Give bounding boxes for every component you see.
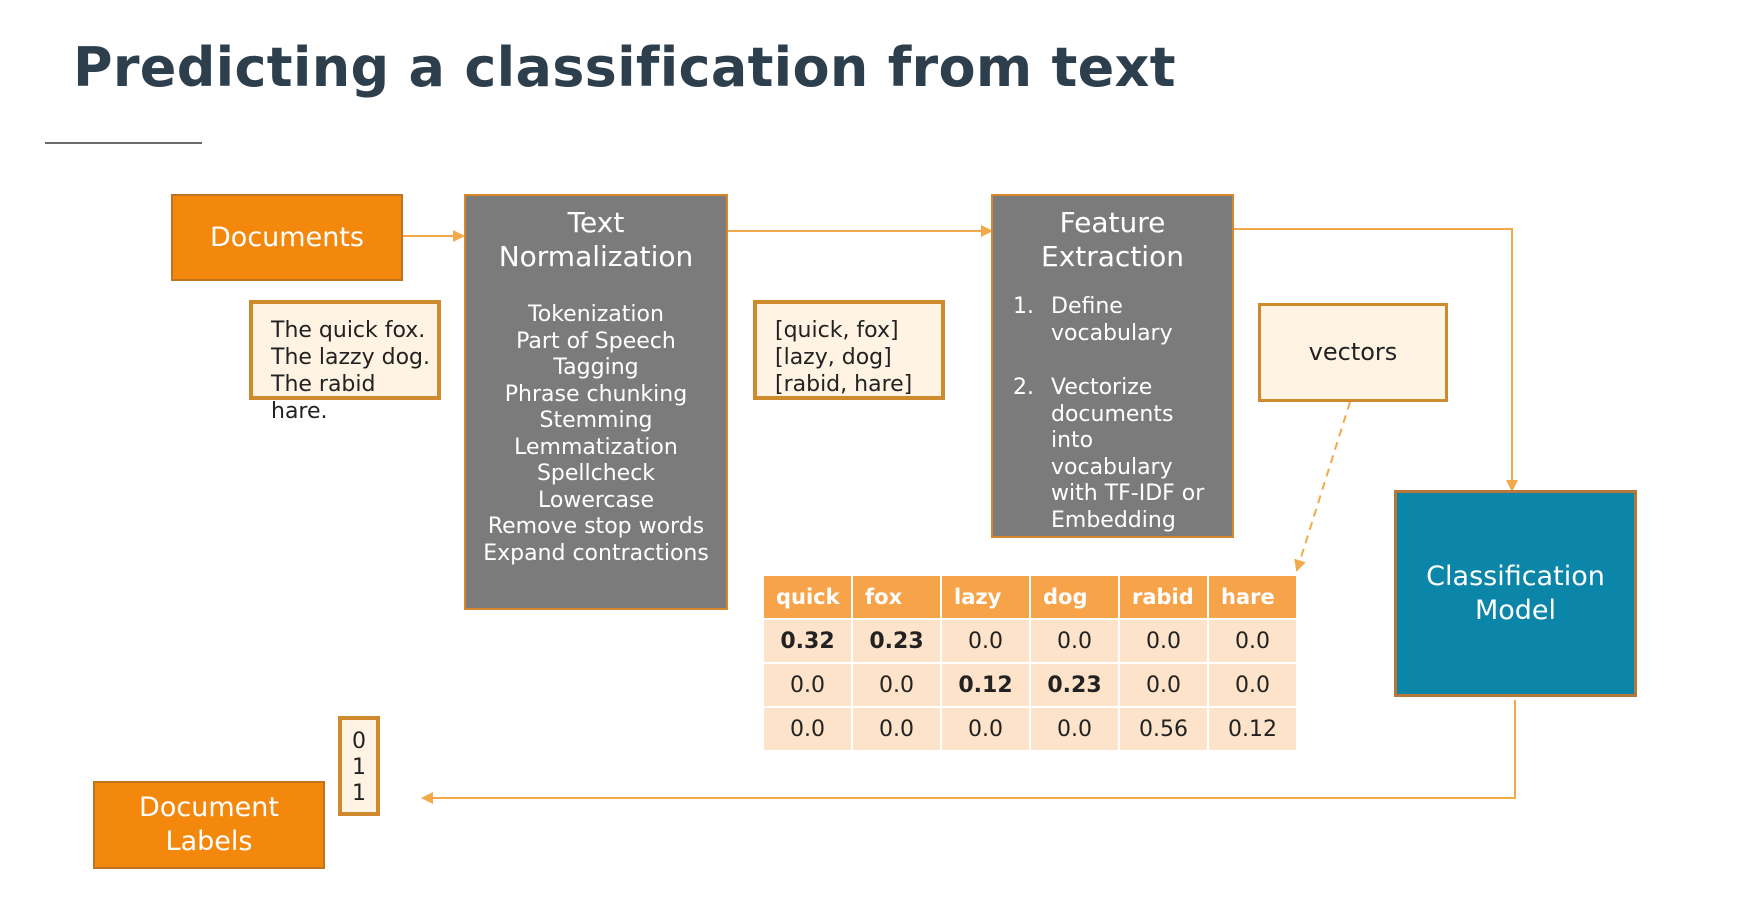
page-title: Predicting a classification from text xyxy=(73,36,1176,99)
table-cell: 0.0 xyxy=(1209,620,1296,662)
token-samples-box xyxy=(753,300,945,400)
token-sample: [lazy, dog] xyxy=(775,345,892,370)
table-cell: 0.0 xyxy=(1120,620,1207,662)
documents-box xyxy=(171,194,403,281)
text-normalization-box xyxy=(464,194,728,610)
table-cell: 0.0 xyxy=(764,664,851,706)
documents-label: Documents xyxy=(210,221,364,253)
document-labels-line: Document xyxy=(139,792,279,823)
classification-model-box xyxy=(1394,490,1637,697)
normalization-step: Remove stop words xyxy=(487,514,705,539)
document-labels-box xyxy=(93,781,325,869)
token-sample: [rabid, hare] xyxy=(775,372,913,397)
document-labels-line: Labels xyxy=(165,826,253,857)
table-cell: 0.0 xyxy=(1209,664,1296,706)
normalization-step: Tagging xyxy=(553,355,639,380)
label-values-box xyxy=(338,716,380,816)
table-cell: 0.12 xyxy=(942,664,1029,706)
document-sample: The quick fox. xyxy=(271,318,426,343)
title-line: Feature xyxy=(1059,206,1166,239)
normalization-steps xyxy=(466,302,726,567)
column-header: hare xyxy=(1209,576,1296,618)
column-header: quick xyxy=(764,576,851,618)
arrow-vectors-to-table xyxy=(1297,402,1350,570)
column-header: rabid xyxy=(1120,576,1207,618)
document-samples-box xyxy=(249,300,441,424)
table-cell: 0.0 xyxy=(942,708,1029,750)
table-cell: 0.0 xyxy=(853,708,940,750)
table-cell: 0.0 xyxy=(942,620,1029,662)
feature-extraction-title xyxy=(1003,206,1222,274)
table-row xyxy=(764,664,1296,706)
vectors-label: vectors xyxy=(1308,338,1398,366)
feature-extraction-box xyxy=(991,194,1234,538)
title-line: Extraction xyxy=(1041,240,1184,273)
title-line: Normalization xyxy=(498,240,694,273)
table-cell: 0.0 xyxy=(1031,620,1118,662)
normalization-step: Expand contractions xyxy=(483,540,709,566)
table-cell: 0.0 xyxy=(853,664,940,706)
model-label-line: Classification xyxy=(1426,560,1605,592)
table-cell: 0.0 xyxy=(764,708,851,750)
table-row xyxy=(764,620,1296,662)
normalization-step: Spellcheck xyxy=(536,461,656,486)
feature-step xyxy=(1013,294,1222,347)
normalization-step: Phrase chunking xyxy=(504,381,688,407)
normalization-step: Part of Speech xyxy=(516,328,676,354)
column-header: dog xyxy=(1031,576,1118,618)
table-cell: 0.12 xyxy=(1209,708,1296,750)
table-header-row xyxy=(764,576,1296,618)
step-text: Define vocabulary xyxy=(1051,294,1173,346)
table-row xyxy=(764,708,1296,750)
step-text: Vectorize documents into vocabulary with TF-IDF or Embedding xyxy=(1051,375,1205,533)
table-cell: 0.56 xyxy=(1120,708,1207,750)
feature-step xyxy=(1013,375,1222,534)
text-normalization-title xyxy=(466,206,726,274)
step-number: 2. xyxy=(1013,375,1034,400)
table-cell: 0.0 xyxy=(1120,664,1207,706)
step-number: 1. xyxy=(1013,294,1034,319)
label-value: 0 xyxy=(352,729,366,754)
table-cell: 0.0 xyxy=(1031,708,1118,750)
vectors-box xyxy=(1258,303,1448,402)
title-line: Text xyxy=(567,206,625,239)
normalization-step: Stemming xyxy=(539,408,653,433)
table-cell: 0.23 xyxy=(1031,664,1118,706)
normalization-step: Tokenization xyxy=(528,302,664,327)
column-header: fox xyxy=(853,576,940,618)
token-sample: [quick, fox] xyxy=(775,318,899,343)
label-value: 1 xyxy=(352,781,366,806)
vector-table xyxy=(762,574,1298,752)
document-sample: The rabid hare. xyxy=(271,372,376,424)
document-sample: The lazzy dog. xyxy=(271,345,430,370)
table-cell: 0.32 xyxy=(764,620,851,662)
column-header: lazy xyxy=(942,576,1029,618)
table-cell: 0.23 xyxy=(853,620,940,662)
model-label-line: Model xyxy=(1474,594,1557,626)
label-value: 1 xyxy=(352,755,366,780)
normalization-step: Lemmatization xyxy=(514,434,678,460)
normalization-step: Lowercase xyxy=(538,487,654,513)
